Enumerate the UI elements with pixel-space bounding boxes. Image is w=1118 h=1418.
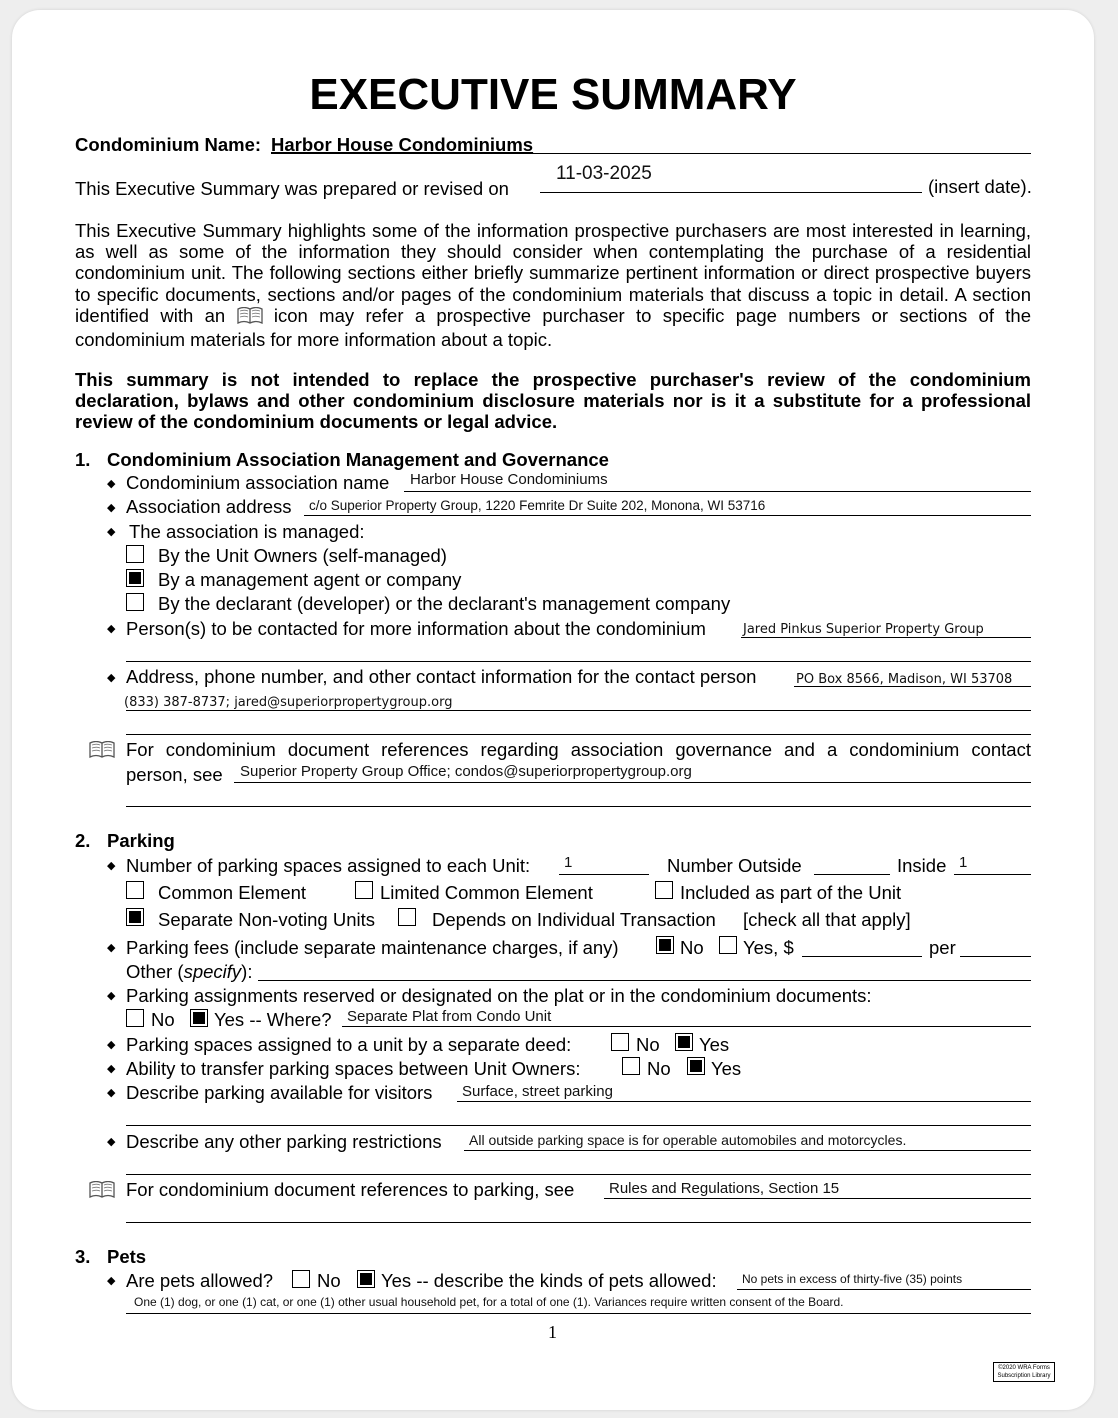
pets-kinds-field-2[interactable]: One (1) dog, or one (1) cat, or one (1) other usual household pet, for a total of one (1). Variances require written consent of the Board. bbox=[134, 1295, 844, 1309]
limited-common-label: Limited Common Element bbox=[380, 882, 593, 903]
bullet: ◆ bbox=[107, 1063, 116, 1075]
parking-ref-line2 bbox=[126, 1222, 1031, 1223]
prepared-date-field[interactable]: 11-03-2025 bbox=[556, 163, 652, 184]
assoc-address-line bbox=[304, 515, 1031, 516]
contact-info-field[interactable]: PO Box 8566, Madison, WI 53708 bbox=[796, 672, 1013, 687]
assoc-address-label: Association address bbox=[126, 496, 292, 517]
common-element-checkbox[interactable] bbox=[126, 881, 144, 899]
pets-question-label: Are pets allowed? bbox=[126, 1270, 274, 1291]
restrictions-label: Describe any other parking restrictions bbox=[126, 1131, 442, 1152]
restrictions-line2 bbox=[126, 1174, 1031, 1175]
management-agent-checkbox[interactable] bbox=[126, 569, 144, 587]
parking-ref-line bbox=[604, 1198, 1031, 1199]
assoc-name-field[interactable]: Harbor House Condominiums bbox=[410, 471, 608, 488]
section3-heading: Pets bbox=[107, 1246, 147, 1267]
contact-person-line2 bbox=[126, 661, 1031, 662]
condo-name-label: Condominium Name: bbox=[75, 134, 262, 155]
disclaimer-paragraph: This summary is not intended to replace the prospective purchaser's review of the condominium declaration, bylaws and other condominium disclosure materials nor is it a substitute for a professional review of the condominium documents or legal advice. bbox=[75, 369, 1031, 433]
fees-per-label: per bbox=[929, 937, 956, 958]
assoc-name-label: Condominium association name bbox=[126, 472, 390, 493]
pets-kinds-field[interactable]: No pets in excess of thirty-five (35) points bbox=[742, 1272, 963, 1286]
deed-yes-label: Yes bbox=[699, 1034, 730, 1055]
transfer-no-checkbox[interactable] bbox=[622, 1057, 640, 1075]
contact-info-line bbox=[794, 686, 1031, 687]
contact-person-field[interactable]: Jared Pinkus Superior Property Group bbox=[743, 622, 984, 637]
outside-label: Number Outside bbox=[667, 855, 802, 876]
transfer-label: Ability to transfer parking spaces between Unit Owners: bbox=[126, 1058, 581, 1079]
copyright-badge: ©2020 WRA Forms Subscription Library bbox=[993, 1362, 1055, 1382]
governance-ref-field[interactable]: Superior Property Group Office; condos@superiorpropertygroup.org bbox=[240, 763, 692, 780]
assoc-name-line bbox=[404, 491, 1031, 492]
deed-no-label: No bbox=[636, 1034, 660, 1055]
section2-heading: Parking bbox=[107, 830, 175, 851]
assign-where-line bbox=[342, 1026, 1031, 1027]
bullet: ◆ bbox=[107, 990, 116, 1002]
fees-label: Parking fees (include separate maintenance charges, if any) bbox=[126, 937, 619, 958]
assign-no-label: No bbox=[151, 1009, 175, 1030]
visitors-line2 bbox=[126, 1125, 1031, 1126]
parking-ref-field[interactable]: Rules and Regulations, Section 15 bbox=[609, 1180, 840, 1197]
intro-paragraph: This Executive Summary highlights some of the information prospective purchasers are most interested in learning, as well as some of the information they should consider when contemplating the purchase of a residential condominium unit. The following sections either briefly summarize pertinent information or direct prospective buyers to specific documents, sections and/or pages of the condominium materials that discuss a topic in detail. A section identified with an icon may refer a prospective purchaser to specific page numbers or sections of the condominium materials for more information about a topic. bbox=[75, 220, 1032, 351]
visitors-label: Describe parking available for visitors bbox=[126, 1082, 433, 1103]
assign-where-field[interactable]: Separate Plat from Condo Unit bbox=[347, 1008, 552, 1025]
bullet: ◆ bbox=[107, 1087, 116, 1099]
managed-label: The association is managed: bbox=[129, 521, 365, 542]
parking-ref-label: For condominium document references to parking, see bbox=[126, 1179, 575, 1200]
deed-yes-checkbox[interactable] bbox=[675, 1033, 693, 1051]
fees-yes-checkbox[interactable] bbox=[719, 936, 737, 954]
pets-yes-label: Yes -- describe the kinds of pets allowed: bbox=[381, 1270, 717, 1291]
bullet: ◆ bbox=[107, 672, 116, 684]
bullet: ◆ bbox=[107, 942, 116, 954]
bullet: ◆ bbox=[107, 860, 116, 872]
governance-ref-label-2: person, see bbox=[126, 764, 223, 785]
assign-yes-label: Yes -- Where? bbox=[214, 1009, 332, 1030]
governance-ref-label: For condominium document references regarding association governance and a condominium contact bbox=[126, 739, 1031, 760]
pets-no-checkbox[interactable] bbox=[292, 1270, 310, 1288]
pets-yes-checkbox[interactable] bbox=[357, 1270, 375, 1288]
book-icon bbox=[89, 1181, 115, 1204]
separate-units-checkbox[interactable] bbox=[126, 908, 144, 926]
assoc-address-field[interactable]: c/o Superior Property Group, 1220 Femrite Dr Suite 202, Monona, WI 53716 bbox=[309, 498, 766, 513]
assign-yes-checkbox[interactable] bbox=[190, 1009, 208, 1027]
bullet: ◆ bbox=[107, 526, 116, 538]
pets-kinds-line bbox=[737, 1289, 1031, 1290]
outside-line bbox=[814, 874, 890, 875]
inside-line bbox=[954, 874, 1031, 875]
prepared-label: This Executive Summary was prepared or revised on bbox=[75, 178, 509, 199]
separate-units-label: Separate Non-voting Units bbox=[158, 909, 375, 930]
transfer-yes-checkbox[interactable] bbox=[687, 1057, 705, 1075]
inside-label: Inside bbox=[897, 855, 947, 876]
assignments-label: Parking assignments reserved or designated on the plat or in the condominium documents: bbox=[126, 985, 872, 1006]
page-title: EXECUTIVE SUMMARY bbox=[309, 70, 797, 119]
contact-person-label: Person(s) to be contacted for more information about the condominium bbox=[126, 618, 706, 639]
pets-kinds-line2 bbox=[126, 1313, 1031, 1314]
section3-number: 3. bbox=[75, 1246, 91, 1267]
bullet: ◆ bbox=[107, 623, 116, 635]
contact-info-line2 bbox=[126, 710, 1031, 711]
book-icon bbox=[237, 307, 263, 329]
condo-name-value[interactable]: Harbor House Condominiums bbox=[271, 134, 534, 155]
limited-common-checkbox[interactable] bbox=[355, 881, 373, 899]
assign-no-checkbox[interactable] bbox=[126, 1009, 144, 1027]
contact-info-label: Address, phone number, and other contact information for the contact person bbox=[126, 666, 757, 687]
spaces-line bbox=[559, 874, 649, 875]
bullet: ◆ bbox=[107, 1275, 116, 1287]
contact-info-line3 bbox=[126, 734, 1031, 735]
inside-field[interactable]: 1 bbox=[959, 854, 968, 871]
deed-label: Parking spaces assigned to a unit by a separate deed: bbox=[126, 1034, 572, 1055]
section1-heading: Condominium Association Management and Governance bbox=[107, 449, 609, 470]
self-managed-checkbox[interactable] bbox=[126, 545, 144, 563]
page-number: 1 bbox=[548, 1322, 557, 1342]
insert-date-label: (insert date). bbox=[928, 176, 1032, 197]
governance-ref-line bbox=[234, 782, 1031, 783]
condo-name-line bbox=[271, 153, 1031, 154]
fees-yes-label: Yes, $ bbox=[743, 937, 794, 958]
contact-person-line bbox=[741, 637, 1031, 638]
bullet: ◆ bbox=[107, 1136, 116, 1148]
section1-number: 1. bbox=[75, 449, 91, 470]
common-element-label: Common Element bbox=[158, 882, 307, 903]
book-icon bbox=[89, 741, 115, 764]
contact-info-field-2[interactable]: (833) 387-8737; jared@superiorpropertygroup.org bbox=[124, 695, 453, 710]
depends-checkbox[interactable] bbox=[398, 908, 416, 926]
bullet: ◆ bbox=[107, 1039, 116, 1051]
other-label: Other (specify): bbox=[126, 961, 253, 982]
fees-per-line bbox=[960, 956, 1031, 957]
other-line bbox=[258, 980, 1031, 981]
included-unit-label: Included as part of the Unit bbox=[680, 882, 902, 903]
bullet: ◆ bbox=[107, 502, 116, 514]
fees-no-label: No bbox=[680, 937, 704, 958]
included-unit-checkbox[interactable] bbox=[655, 881, 673, 899]
prepared-date-line bbox=[540, 192, 922, 193]
transfer-yes-label: Yes bbox=[711, 1058, 742, 1079]
restrictions-line bbox=[464, 1150, 1031, 1151]
governance-ref-line2 bbox=[126, 806, 1031, 807]
depends-label: Depends on Individual Transaction bbox=[432, 909, 716, 930]
declarant-checkbox[interactable] bbox=[126, 593, 144, 611]
fees-no-checkbox[interactable] bbox=[656, 936, 674, 954]
declarant-label: By the declarant (developer) or the declarant's management company bbox=[158, 593, 731, 614]
management-agent-label: By a management agent or company bbox=[158, 569, 462, 590]
pets-no-label: No bbox=[317, 1270, 341, 1291]
bullet: ◆ bbox=[107, 478, 116, 490]
check-all-label: [check all that apply] bbox=[743, 909, 911, 930]
fees-amount-line bbox=[802, 956, 922, 957]
self-managed-label: By the Unit Owners (self-managed) bbox=[158, 545, 447, 566]
transfer-no-label: No bbox=[647, 1058, 671, 1079]
spaces-label: Number of parking spaces assigned to each Unit: bbox=[126, 855, 531, 876]
visitors-line bbox=[457, 1101, 1031, 1102]
visitors-field[interactable]: Surface, street parking bbox=[462, 1083, 613, 1100]
deed-no-checkbox[interactable] bbox=[611, 1033, 629, 1051]
restrictions-field[interactable]: All outside parking space is for operable automobiles and motorcycles. bbox=[469, 1132, 907, 1148]
spaces-field[interactable]: 1 bbox=[564, 854, 573, 871]
section2-number: 2. bbox=[75, 830, 91, 851]
